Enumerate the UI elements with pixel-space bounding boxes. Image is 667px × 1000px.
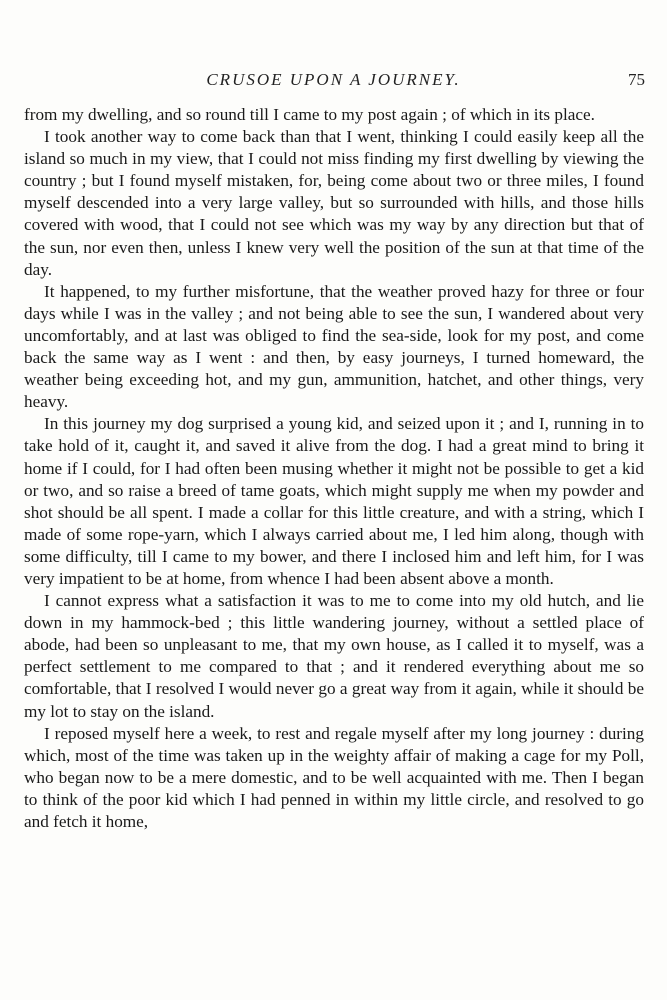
paragraph: I cannot express what a satisfaction it was to me to come into my old hutch, and lie down in my hammock-bed ; this little wandering journey, without a settled place of abode, had been so unpleasant to me, that my own house, as I called it to myself, was a perfect settlement to me compared to that ; and it rendered everything about me so comfortable, that I resolved I would never go a great way from it again, while it should be my lot to stay on the island.	[24, 591, 644, 721]
page-number: 75	[628, 70, 645, 89]
page-header	[0, 70, 667, 94]
running-title: CRUSOE UPON A JOURNEY.	[206, 70, 461, 89]
paragraph: I reposed myself here a week, to rest and regale myself after my long journey : during which, most of the time was taken up in the weighty affair of making a cage for my Poll, who began now to be a mere domestic, and to be well acquainted with me. Then I began to think of the poor kid which I had penned in within my little circle, and resolved to go and fetch it home,	[24, 723, 644, 831]
paragraph: In this journey my dog surprised a young kid, and seized upon it ; and I, running in to take hold of it, caught it, and saved it alive from the dog. I had a great mind to bring it home if I could, for I had often been musing whether it might not be possible to get a kid or two, and so raise a breed of tame goats, which might supply me when my powder and shot should be all spent. I made a collar for this little creature, and with a string, which I made of some rope-yarn, which I always carried about me, I led him along, though with some difficulty, till I came to my bower, and there I inclosed him and left him, for I was very impatient to be at home, from whence I had been absent above a month.	[24, 414, 644, 588]
body-text	[24, 104, 644, 833]
paragraph-continuation: from my dwelling, and so round till I came to my post again ; of which in its place.	[24, 105, 595, 124]
paragraph: I took another way to come back than that I went, thinking I could easily keep all the island so much in my view, that I could not miss finding my first dwelling by viewing the country ; but I found myself mistaken, for, being come about two or three miles, I found myself descended into a very large valley, but so surrounded with hills, and those hills covered with wood, that I could not see which was my way by any direction but that of the sun, nor even then, unless I knew very well the position of the sun at that time of the day.	[24, 127, 644, 279]
paragraph: It happened, to my further misfortune, that the weather proved hazy for three or four days while I was in the valley ; and not being able to see the sun, I wandered about very uncomfortably, and at last was obliged to find the sea-side, look for my post, and come back the same way as I went : and then, by easy journeys, I turned homeward, the weather being exceeding hot, and my gun, ammunition, hatchet, and other things, very heavy.	[24, 281, 644, 412]
